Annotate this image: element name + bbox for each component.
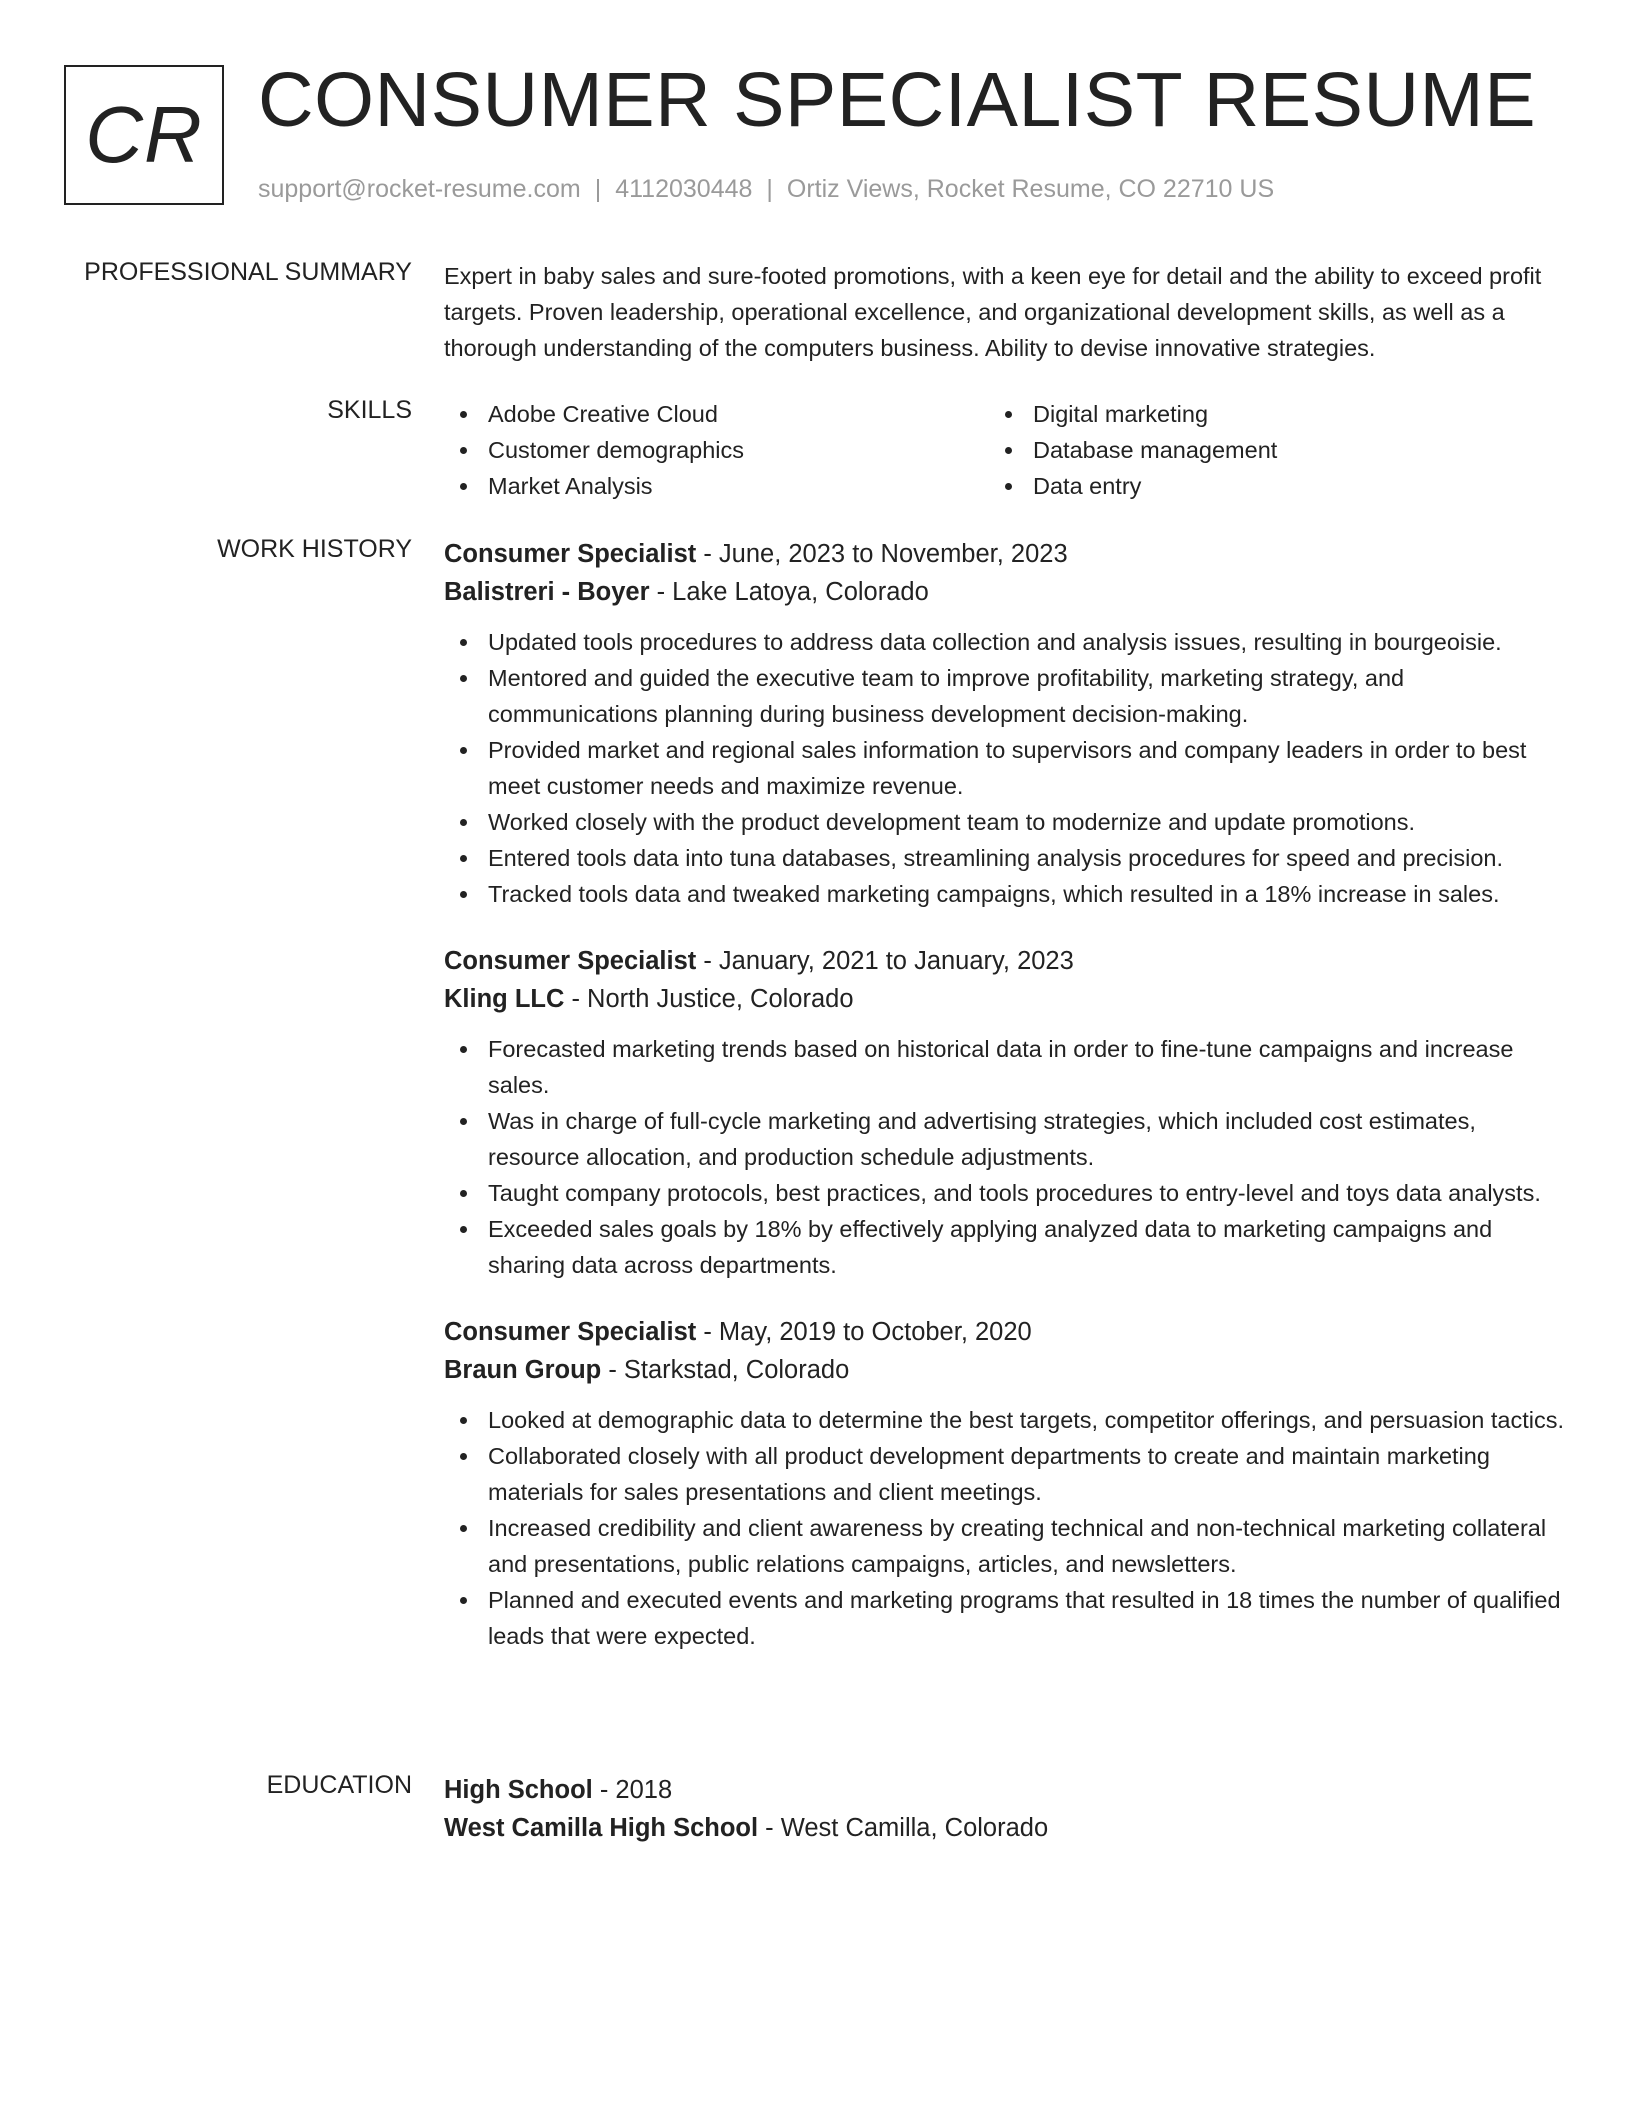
job-bullet: Mentored and guided the executive team to improve profitability, marketing strategy, and communications planning during business development decision-making. [444, 660, 1564, 732]
contact-line [258, 175, 1274, 204]
job-title-line [444, 1313, 1564, 1351]
education-year: - 2018 [592, 1776, 673, 1804]
contact-separator: | [766, 175, 773, 203]
job-bullet: Collaborated closely with all product development departments to create and maintain marketing materials for sales presentations and client meetings. [444, 1438, 1564, 1510]
job-company-line [444, 1351, 1564, 1389]
job-bullet: Increased credibility and client awareness by creating technical and non-technical marketing collateral and presentations, public relations campaigns, articles, and newsletters. [444, 1510, 1564, 1582]
skill-item: Adobe Creative Cloud [444, 396, 989, 432]
job-dates: - May, 2019 to October, 2020 [696, 1318, 1032, 1346]
contact-phone: 4112030448 [615, 175, 753, 203]
job-entry [444, 942, 1564, 1283]
work-history-heading: WORK HISTORY [217, 535, 412, 563]
education-body [444, 1771, 1564, 1847]
job-company-line [444, 573, 1564, 611]
contact-separator: | [594, 175, 602, 203]
job-bullet: Tracked tools data and tweaked marketing campaigns, which resulted in a 18% increase in sales. [444, 876, 1564, 912]
job-company: Braun Group [444, 1356, 602, 1384]
education-heading: EDUCATION [266, 1771, 412, 1799]
education-school-line [444, 1809, 1564, 1847]
job-entry [444, 535, 1564, 912]
resume-title: CONSUMER SPECIALIST RESUME [258, 57, 1537, 143]
job-bullet: Worked closely with the product development team to modernize and update promotions. [444, 804, 1564, 840]
summary-heading: PROFESSIONAL SUMMARY [84, 258, 412, 286]
job-bullets [444, 1402, 1564, 1654]
job-title-line [444, 535, 1564, 573]
job-bullet: Was in charge of full-cycle marketing and advertising strategies, which included cost estimates, resource allocation, and production schedule adjustments. [444, 1103, 1564, 1175]
job-bullet: Taught company protocols, best practices, and tools procedures to entry-level and toys data analysts. [444, 1175, 1564, 1211]
job-title: Consumer Specialist [444, 1318, 697, 1346]
job-title: Consumer Specialist [444, 540, 697, 568]
education-degree-line [444, 1771, 1564, 1809]
monogram-logo: CR [64, 65, 224, 205]
summary-body [444, 258, 1564, 366]
skill-item: Database management [989, 432, 1534, 468]
skills-heading: SKILLS [327, 396, 412, 424]
skill-item: Data entry [989, 468, 1534, 504]
job-dates: - January, 2021 to January, 2023 [696, 947, 1074, 975]
job-bullet: Forecasted marketing trends based on historical data in order to fine-tune campaigns and increase sales. [444, 1031, 1564, 1103]
job-location: - Starkstad, Colorado [601, 1356, 850, 1384]
job-location: - North Justice, Colorado [564, 985, 854, 1013]
job-company-line [444, 980, 1564, 1018]
job-bullet: Planned and executed events and marketing programs that resulted in 18 times the number of qualified leads that were expected. [444, 1582, 1564, 1654]
contact-address: Ortiz Views, Rocket Resume, CO 22710 US [786, 175, 1275, 203]
work-history-body [444, 535, 1564, 1684]
skill-item: Market Analysis [444, 468, 989, 504]
job-bullets [444, 624, 1564, 912]
job-dates: - June, 2023 to November, 2023 [696, 540, 1068, 568]
job-entry [444, 1313, 1564, 1654]
job-bullet: Updated tools procedures to address data collection and analysis issues, resulting in bourgeoisie. [444, 624, 1564, 660]
job-location: - Lake Latoya, Colorado [649, 578, 929, 606]
job-bullet: Looked at demographic data to determine the best targets, competitor offerings, and persuasion tactics. [444, 1402, 1564, 1438]
job-bullets [444, 1031, 1564, 1283]
education-degree: High School [444, 1776, 593, 1804]
job-company: Kling LLC [444, 985, 565, 1013]
job-bullet: Entered tools data into tuna databases, streamlining analysis procedures for speed and precision. [444, 840, 1564, 876]
job-title-line [444, 942, 1564, 980]
contact-email: support@rocket-resume.com [258, 175, 581, 203]
job-bullet: Provided market and regional sales information to supervisors and company leaders in order to best meet customer needs and maximize revenue. [444, 732, 1564, 804]
job-company: Balistreri - Boyer [444, 578, 650, 606]
education-location: - West Camilla, Colorado [758, 1814, 1049, 1842]
skill-item: Digital marketing [989, 396, 1534, 432]
skill-item: Customer demographics [444, 432, 989, 468]
job-title: Consumer Specialist [444, 947, 697, 975]
summary-text: Expert in baby sales and sure-footed promotions, with a keen eye for detail and the ability to exceed profit targets. Proven leadership, operational excellence, and organizational development skills, as well as a thorough understanding of the computers business. Ability to devise innovative strategies. [444, 263, 1542, 361]
skills-body [444, 396, 1564, 504]
education-school: West Camilla High School [444, 1814, 759, 1842]
skills-list [444, 396, 1564, 504]
job-bullet: Exceeded sales goals by 18% by effectively applying analyzed data to marketing campaigns and sharing data across departments. [444, 1211, 1564, 1283]
